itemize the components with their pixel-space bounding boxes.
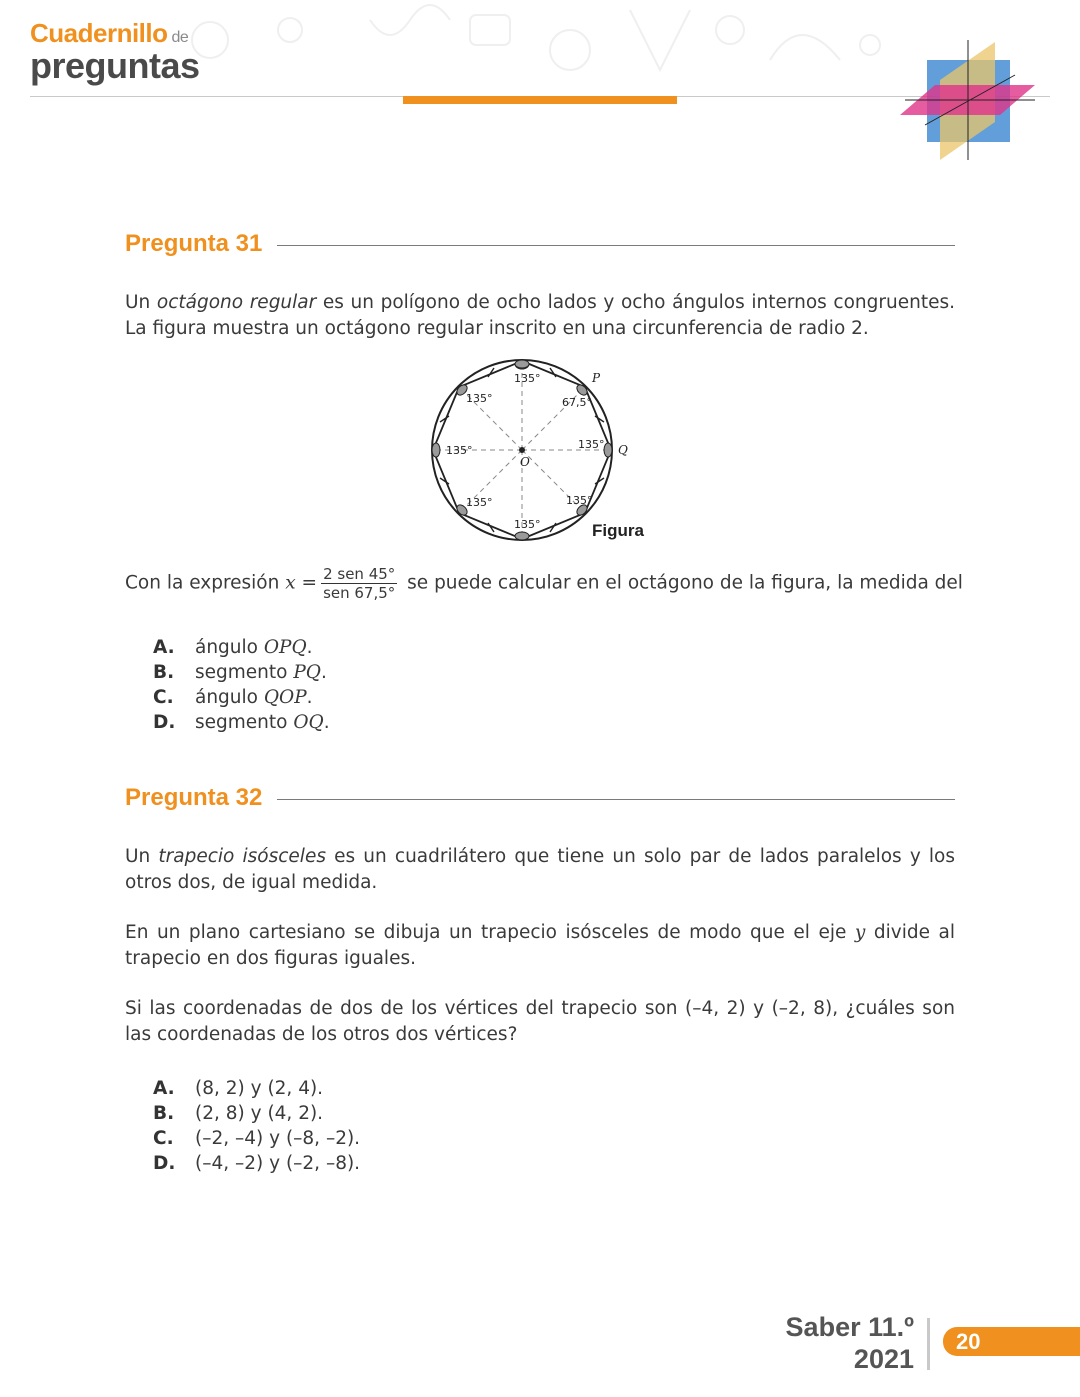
question-31-options: [153, 635, 330, 735]
option-a[interactable]: A. ángulo OPQ.: [153, 637, 313, 658]
center-label-o: O: [520, 455, 530, 469]
octagon-figure: [420, 352, 660, 552]
coordinate-planes-logo: [895, 40, 1045, 165]
option-b[interactable]: B. segmento PQ.: [153, 662, 327, 683]
brand-de: de: [171, 29, 189, 46]
question-32-paragraph-2: En un plano cartesiano se dibuja un trapecio isósceles de modo que el eje y divide al trapecio en dos figuras iguales.: [125, 922, 955, 969]
question-31-rule: [277, 245, 955, 246]
option-a[interactable]: A. (8, 2) y (2, 4).: [153, 1078, 324, 1099]
figure-caption: Figura: [592, 521, 644, 540]
question-32-paragraph-1: Un trapecio isósceles es un cuadrilátero que tiene un solo par de lados paralelos y los otros dos, de igual medida.: [125, 846, 956, 893]
question-32-heading: Pregunta 32: [125, 784, 263, 811]
footer-title: [786, 1311, 914, 1375]
angle-label-half: 67,5°: [562, 396, 592, 409]
footer-divider: [927, 1318, 930, 1370]
vertex-label-q: Q: [618, 443, 628, 457]
question-32-paragraph-3: Si las coordenadas de dos de los vértices del trapecio son (–4, 2) y (–2, 8), ¿cuáles son las coordenadas de los otros dos vértices?: [125, 998, 955, 1045]
footer-year: 2021: [853, 1344, 914, 1374]
option-d[interactable]: D. (–4, –2) y (–2, –8).: [153, 1153, 361, 1174]
question-31-intro: Un octágono regular es un polígono de ocho lados y ocho ángulos internos congruentes. La figura muestra un octágono regular inscrito en una circunferencia de radio 2.: [125, 292, 955, 339]
header-doodle-background: [170, 0, 890, 96]
vertex-label-p: P: [592, 371, 601, 385]
question-32-options: [153, 1076, 360, 1176]
question-31-heading: Pregunta 31: [125, 230, 263, 257]
angle-label-left: 135°: [446, 444, 473, 457]
expr-fraction: $\frac{\text{2 sen 45°}}{\text{sen 67,5°}}$: [323, 565, 396, 602]
option-d[interactable]: D. segmento OQ.: [153, 712, 330, 733]
expr-variable: x =: [285, 572, 318, 594]
angle-label-bottom-right: 135°: [566, 494, 593, 507]
question-32-rule: [277, 799, 955, 800]
angle-label-top-left: 135°: [466, 392, 493, 405]
page-number: 20: [956, 1329, 981, 1354]
question-31-expression: Con la expresión x = $\frac{\text{2 sen 45°}}{\text{sen 67,5°}}$ se puede calcular en el octágono de la figura, la medida del: [125, 565, 963, 602]
option-c[interactable]: C. (–2, –4) y (–8, –2).: [153, 1128, 361, 1149]
angle-label-bottom: 135°: [514, 518, 541, 531]
option-c[interactable]: C. ángulo QOP.: [153, 687, 313, 708]
angle-label-right: 135°: [578, 438, 605, 451]
brand-main: Cuadernillo: [30, 18, 168, 48]
angle-label-top: 135°: [514, 372, 541, 385]
angle-label-bottom-left: 135°: [466, 496, 493, 509]
footer-exam: Saber 11.º: [785, 1312, 914, 1342]
option-b[interactable]: B. (2, 8) y (4, 2).: [153, 1103, 324, 1124]
header-accent-bar: [403, 96, 677, 104]
brand-subtitle: preguntas: [30, 45, 200, 86]
